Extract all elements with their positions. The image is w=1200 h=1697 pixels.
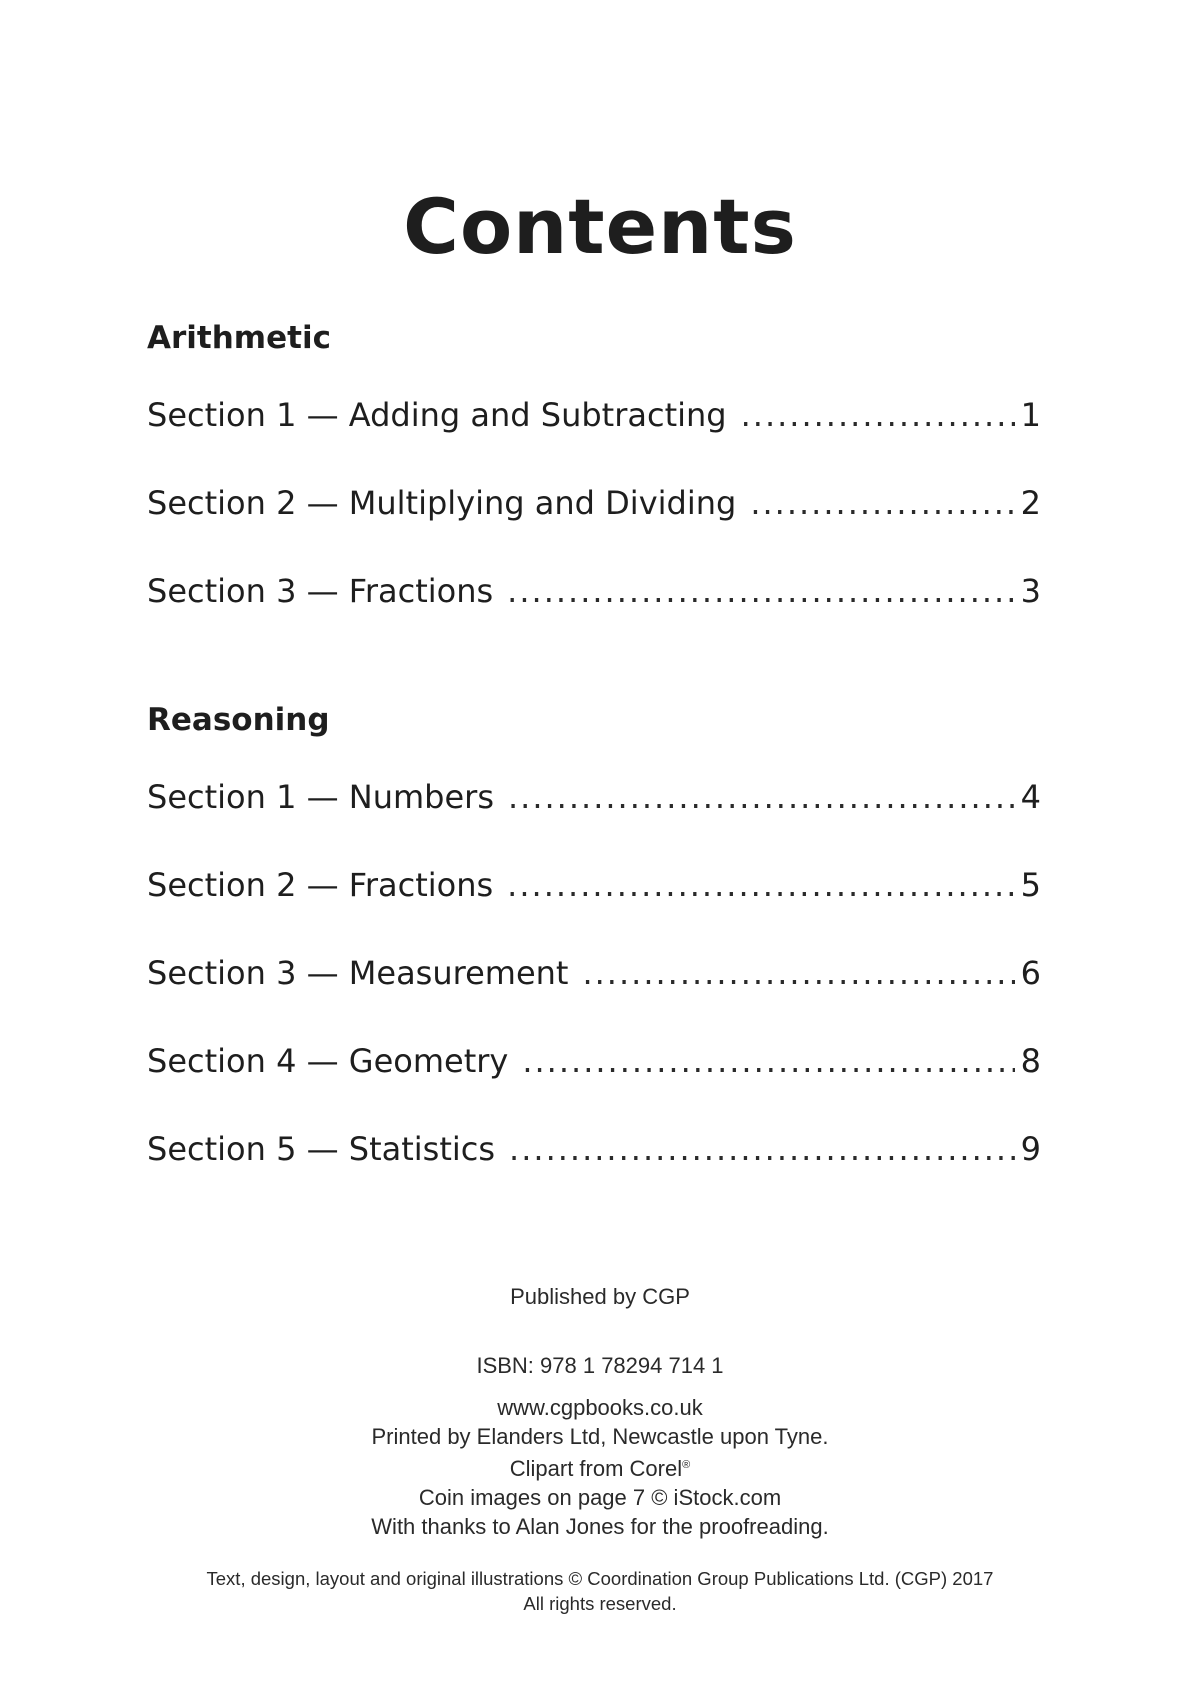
toc-entry-page: 6 (1020, 954, 1041, 992)
dot-leader (582, 951, 1014, 995)
dot-leader (507, 863, 1014, 907)
clipart-credit (0, 1451, 1200, 1483)
toc-entry (147, 393, 1041, 481)
toc-entry (147, 951, 1041, 1039)
toc-entry (147, 481, 1041, 569)
toc-entry-label: Section 1 — Adding and Subtracting (147, 396, 727, 434)
toc-entry-label: Section 3 — Fractions (147, 572, 494, 610)
isbn-line (0, 1352, 1200, 1380)
toc-entry-label: Section 3 — Measurement (147, 954, 569, 992)
thanks-text: With thanks to Alan Jones for the proofreading. (371, 1514, 829, 1539)
toc-entry (147, 1127, 1041, 1215)
arithmetic-toc-list (147, 393, 1041, 657)
toc-entry-page: 8 (1020, 1042, 1041, 1080)
dot-leader (507, 569, 1014, 613)
toc-entry (147, 863, 1041, 951)
toc-entry-label: Section 1 — Numbers (147, 778, 494, 816)
clipart-text: Clipart from Corel (509, 1456, 683, 1481)
copyright-text: Text, design, layout and original illustrations © Coordination Group Publications Ltd. (CGP) 2017 (206, 1568, 994, 1589)
toc-entry-page: 5 (1020, 866, 1041, 904)
credits-block (0, 1393, 1200, 1541)
website-text: www.cgpbooks.co.uk (497, 1395, 703, 1420)
toc-entry-page: 1 (1020, 396, 1041, 434)
publisher-line (0, 1283, 1200, 1311)
copyright-block (0, 1566, 1200, 1616)
toc-entry (147, 569, 1041, 657)
dot-leader (508, 775, 1015, 819)
toc-entry-label: Section 2 — Fractions (147, 866, 494, 904)
toc-entry-label: Section 2 — Multiplying and Dividing (147, 484, 737, 522)
page-title: Contents (403, 182, 797, 271)
printer-text: Printed by Elanders Ltd, Newcastle upon Tyne. (371, 1424, 829, 1449)
toc-entry (147, 1039, 1041, 1127)
toc-entry-label: Section 5 — Statistics (147, 1130, 496, 1168)
toc-entry-page: 2 (1020, 484, 1041, 522)
published-by-text: Published by CGP (510, 1284, 690, 1309)
toc-entry-page: 9 (1020, 1130, 1041, 1168)
toc-entry-label: Section 4 — Geometry (147, 1042, 509, 1080)
coin-images-credit: Coin images on page 7 © iStock.com (418, 1485, 782, 1510)
toc-entry-page: 4 (1020, 778, 1041, 816)
dot-leader (522, 1039, 1014, 1083)
reasoning-toc-list (147, 775, 1041, 1215)
toc-entry-page: 3 (1020, 572, 1041, 610)
registered-mark: ® (682, 1459, 691, 1471)
dot-leader (750, 481, 1014, 525)
rights-text: All rights reserved. (523, 1593, 677, 1614)
dot-leader (509, 1127, 1015, 1171)
isbn-text: ISBN: 978 1 78294 714 1 (476, 1353, 724, 1378)
reasoning-heading: Reasoning (147, 702, 330, 738)
toc-entry (147, 775, 1041, 863)
arithmetic-heading: Arithmetic (147, 320, 331, 356)
dot-leader (741, 393, 1015, 437)
